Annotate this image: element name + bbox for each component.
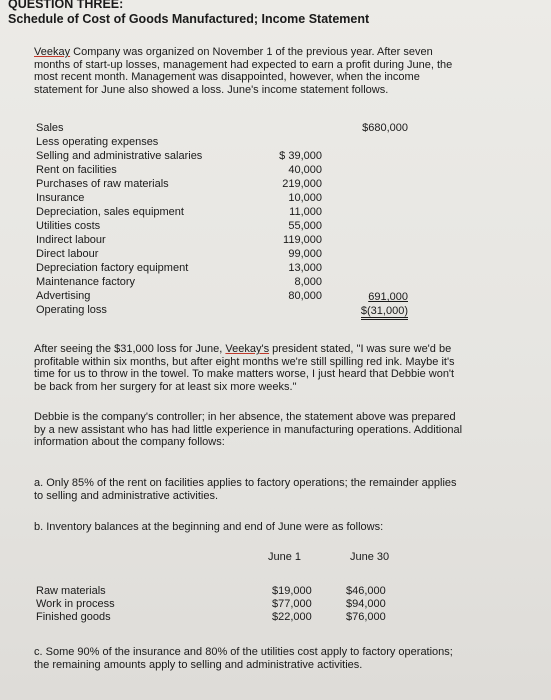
point-a-line-1: a. Only 85% of the rent on facilities applies to factory operations; the remainder applies — [34, 477, 457, 489]
expense-label: Indirect labour — [36, 234, 106, 246]
expense-label: Utilities costs — [36, 220, 101, 232]
expense-value: 11,000 — [289, 206, 322, 218]
table-cell: $77,000 — [272, 598, 312, 610]
expense-value: 55,000 — [288, 220, 322, 232]
table-cell: $19,000 — [272, 585, 312, 597]
after-line-1: After seeing the $31,000 loss for June, Veekay's president stated, "I was sure we'd be — [34, 343, 452, 355]
expense-label: Depreciation factory equipment — [36, 262, 189, 274]
intro-line-3: most recent month. Management was disappointed, however, when the income — [34, 71, 420, 83]
point-a — [34, 477, 539, 502]
company-name: Veekay — [34, 46, 71, 58]
expense-value: 80,000 — [288, 290, 322, 302]
operating-loss-label: Operating loss — [36, 304, 107, 316]
table-cell: $22,000 — [272, 611, 312, 623]
expense-value: 13,000 — [288, 262, 322, 274]
intro-line-2: months of start-up losses, management had expected to earn a profit during June, the — [34, 58, 453, 71]
expense-label: Maintenance factory — [36, 276, 136, 288]
point-a-line-2: to selling and administrative activities. — [34, 489, 219, 502]
table-cell: $46,000 — [346, 585, 386, 597]
after-line-2: profitable within six months, but after eight months we're still spilling red ink. Maybe it's — [34, 355, 455, 368]
expense-value: 40,000 — [288, 164, 322, 176]
point-c — [34, 646, 539, 671]
expense-label: Purchases of raw materials — [36, 178, 169, 190]
expense-label: Rent on facilities — [36, 164, 117, 176]
table-row-label: Raw materials — [36, 585, 106, 597]
intro-paragraph — [34, 46, 534, 96]
expense-value: 10,000 — [288, 192, 322, 204]
expense-label: Direct labour — [36, 248, 99, 260]
question-heading: QUESTION THREE: — [8, 0, 124, 11]
expense-value: 8,000 — [294, 276, 322, 288]
table-cell: $76,000 — [346, 611, 386, 623]
expense-value: 119,000 — [283, 234, 322, 246]
company-name-possessive: Veekay's — [225, 343, 270, 355]
expense-label: Depreciation, sales equipment — [36, 206, 184, 218]
expense-label: Selling and administrative salaries — [36, 150, 203, 162]
after-line-3: time for us to throw in the towel. To make matters worse, I just heard that Debbie won't — [34, 368, 455, 380]
president-quote-paragraph — [34, 343, 539, 393]
after-line-4: be back from her surgery for at least six more weeks." — [34, 380, 297, 393]
table-row-label: Finished goods — [36, 611, 111, 623]
expense-value: 99,000 — [288, 248, 322, 260]
less-operating-expenses-label: Less operating expenses — [36, 136, 159, 148]
debbie-line-3: information about the company follows: — [34, 436, 225, 448]
sales-label: Sales — [36, 122, 64, 134]
column-header-june-1: June 1 — [268, 551, 302, 563]
debbie-line-1: Debbie is the company's controller; in her absence, the statement above was prepared — [34, 411, 456, 423]
column-header-june-30: June 30 — [350, 551, 390, 563]
intro-line-4: statement for June also showed a loss. June's income statement follows. — [34, 83, 389, 96]
point-c-line-2: the remaining amounts apply to selling and administrative activities. — [34, 658, 363, 671]
debbie-line-2: by a new assistant who has had little experience in manufacturing operations. Additional — [34, 423, 463, 436]
sales-value: $680,000 — [362, 122, 408, 134]
point-c-line-1: c. Some 90% of the insurance and 80% of the utilities cost apply to factory operations; — [34, 646, 453, 658]
expense-value: $ 39,000 — [279, 150, 322, 162]
table-row-label: Work in process — [36, 598, 115, 610]
total-expenses-value: 691,000 — [368, 291, 408, 303]
expense-label: Advertising — [36, 290, 91, 302]
operating-loss-value: $(31,000) — [338, 305, 408, 318]
table-cell: $94,000 — [346, 598, 386, 610]
expense-label: Insurance — [36, 192, 85, 204]
expense-value: 219,000 — [282, 178, 322, 190]
point-b: b. Inventory balances at the beginning and end of June were as follows: — [34, 521, 384, 533]
question-subheading: Schedule of Cost of Goods Manufactured; Income Statement — [8, 12, 370, 26]
intro-line-1: Veekay Company was organized on November 1 of the previous year. After seven — [34, 46, 433, 58]
controller-paragraph — [34, 411, 539, 449]
